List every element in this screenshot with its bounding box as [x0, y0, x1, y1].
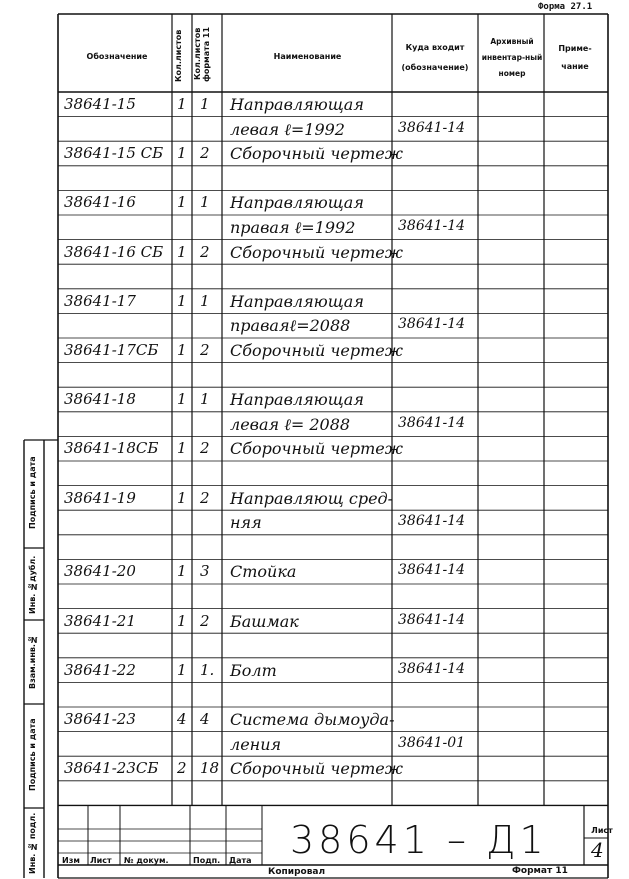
header-sheet-count: Кол.листов: [174, 29, 183, 83]
row-name: Сборочный чертеж: [230, 759, 403, 779]
row-designation: 38641-20: [64, 562, 136, 581]
row-designation: 38641-22: [64, 660, 136, 679]
row-name: Система дымоуда-: [230, 710, 395, 729]
header-format11-count: Кол.листов формата 11: [193, 26, 211, 82]
row-name: Болт: [230, 660, 277, 680]
row-sheets: 1: [177, 660, 187, 679]
header-archive: Архивный инвентар-ный номер: [481, 37, 543, 78]
title-col-izm: Изм: [62, 856, 80, 865]
row-format11: 2: [200, 488, 210, 507]
row-designation: 38641-15 СБ: [64, 144, 164, 163]
row-designation: 38641-23: [64, 710, 136, 728]
header-name: Наименование: [273, 52, 342, 61]
row-sheets: 1: [177, 439, 187, 458]
row-format11: 3: [200, 562, 210, 581]
row-name: Стойка: [230, 562, 297, 582]
footer-copied: Копировал: [268, 867, 326, 877]
row-format11: 1: [200, 291, 210, 310]
title-col-podp: Подп.: [193, 856, 221, 865]
row-designation: 38641-16 СБ: [64, 242, 164, 261]
row-where-used: 38641-01: [398, 734, 466, 751]
row-format11: 1: [200, 390, 210, 409]
row-name: Направляющая: [230, 390, 364, 410]
row-format11: 1.: [200, 660, 215, 679]
row-designation: 38641-19: [64, 488, 136, 507]
row-format11: 1: [200, 95, 210, 113]
row-format11: 2: [200, 439, 210, 458]
title-col-date: Дата: [229, 856, 252, 865]
row-name: ления: [230, 734, 282, 754]
row-where-used: 38641-14: [398, 513, 466, 530]
row-name: праваяℓ=2088: [230, 316, 351, 336]
row-format11: 2: [200, 611, 210, 630]
row-sheets: 1: [177, 291, 187, 310]
row-sheets: 4: [177, 710, 187, 728]
row-name: Направляющая: [230, 193, 364, 213]
title-col-doc: № докум.: [124, 856, 169, 865]
sheet-number: 4: [591, 838, 604, 862]
side-label-duplicate-inv: Инв. №дубл.: [28, 555, 37, 615]
row-name: Башмак: [230, 611, 299, 631]
row-name: левая ℓ=1992: [230, 119, 345, 139]
row-sheets: 1: [177, 242, 187, 261]
row-name: Сборочный чертеж: [230, 242, 403, 262]
row-designation: 38641-18СБ: [64, 439, 159, 458]
row-name: Сборочный чертеж: [230, 439, 403, 459]
row-designation: 38641-18: [64, 390, 136, 409]
row-sheets: 1: [177, 611, 187, 630]
side-label-replace-inv: Взам.инв.№: [28, 635, 37, 689]
header-where-used: Куда входит (обозначение): [401, 43, 469, 72]
title-col-list: Лист: [90, 856, 112, 865]
row-designation: 38641-23СБ: [64, 759, 159, 778]
row-sheets: 2: [177, 759, 187, 778]
row-sheets: 1: [177, 144, 187, 163]
row-name: правая ℓ=1992: [230, 218, 356, 237]
footer-format: Формат 11: [512, 866, 568, 876]
row-designation: 38641-17СБ: [64, 341, 159, 359]
row-where-used: 38641-14: [398, 611, 466, 628]
row-designation: 38641-16: [64, 193, 136, 212]
row-where-used: 38641-14: [398, 218, 466, 234]
row-where-used: 38641-14: [398, 562, 466, 579]
row-name: Направляющая: [230, 291, 364, 311]
row-designation: 38641-15: [64, 95, 136, 113]
header-note: Приме-чание: [558, 44, 592, 71]
row-format11: 4: [200, 710, 210, 728]
row-name: Направляющ сред-: [230, 488, 394, 508]
row-sheets: 1: [177, 488, 187, 507]
row-name: Сборочный чертеж: [230, 341, 403, 360]
row-where-used: 38641-14: [398, 660, 466, 677]
row-sheets: 1: [177, 193, 187, 212]
row-where-used: 38641-14: [398, 414, 466, 431]
row-format11: 18: [200, 759, 220, 778]
row-format11: 1: [200, 193, 210, 212]
row-name: левая ℓ= 2088: [230, 414, 351, 434]
row-designation: 38641-21: [64, 611, 136, 630]
document-number: 38641 – Д1: [290, 818, 548, 862]
row-format11: 2: [200, 341, 210, 359]
row-format11: 2: [200, 242, 210, 261]
sheet-label: Лист: [591, 826, 613, 835]
row-where-used: 38641-14: [398, 119, 466, 136]
row-sheets: 1: [177, 95, 187, 113]
side-label-signature-date-1: Подпись и дата: [28, 456, 37, 529]
side-label-original-inv: Инв. № подл.: [28, 812, 37, 874]
form-label: Форма 27.1: [538, 2, 593, 12]
row-format11: 2: [200, 144, 210, 163]
row-sheets: 1: [177, 562, 187, 581]
row-name: Направляющая: [230, 95, 364, 114]
row-sheets: 1: [177, 390, 187, 409]
header-designation: Обозначение: [86, 52, 148, 61]
row-name: Сборочный чертеж: [230, 144, 403, 164]
side-label-signature-date-2: Подпись и дата: [28, 718, 37, 792]
row-sheets: 1: [177, 341, 187, 359]
row-where-used: 38641-14: [398, 316, 466, 333]
row-designation: 38641-17: [64, 291, 136, 310]
row-name: няя: [230, 513, 262, 533]
